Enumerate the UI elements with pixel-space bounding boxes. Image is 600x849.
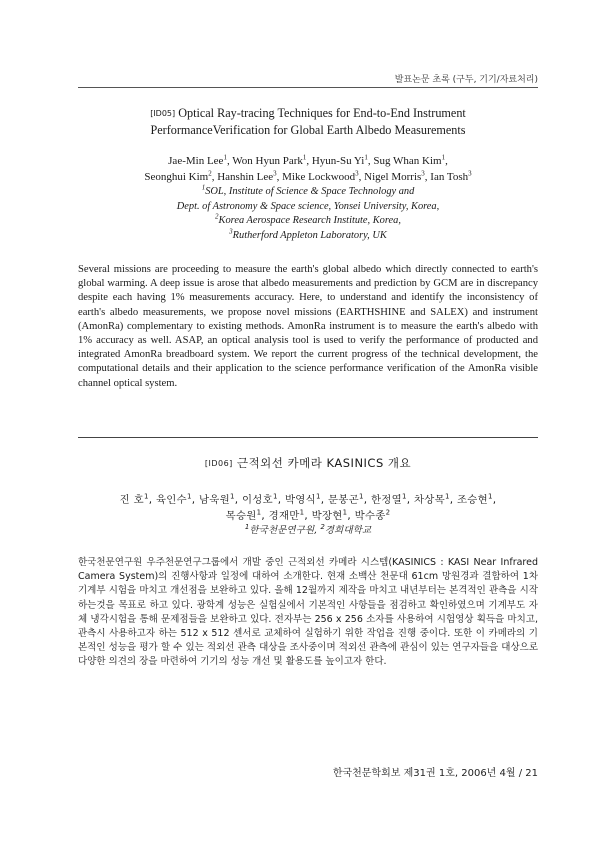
affiliations: $^1$한국천문연구원, $^2$경희대학교 — [244, 522, 372, 536]
author-line — [78, 153, 538, 169]
author: Ian Tosh$^3$ — [430, 169, 472, 183]
paper-title-line1: Optical Ray-tracing Techniques for End-to-End Instrument — [178, 106, 466, 120]
author: 박영식$^1$, — [284, 492, 328, 506]
page-footer: 한국천문학회보 제31권 1호, 2006년 4월 / 21 — [332, 768, 538, 779]
paper-title-line2: PerformanceVerification for Global Earth Albedo Measurements — [150, 123, 466, 137]
author: 한정열$^1$, — [370, 492, 414, 506]
paper-id06 — [78, 455, 538, 670]
author: 목승원$^1$, — [225, 508, 269, 522]
author: Hyun-Su Yi$^1$, — [311, 153, 374, 167]
affiliation: 경희대학교 — [324, 525, 372, 536]
running-header: 발표논문 초록 (구두, 기기/자료처리) — [394, 75, 538, 85]
author: 육인수$^1$, — [155, 492, 199, 506]
author-list — [78, 492, 538, 524]
author: 문봉곤$^1$, — [327, 492, 371, 506]
author: Nigel Morris$^3$, — [364, 169, 431, 183]
paper-title — [78, 105, 538, 139]
affiliation: 한국천문연구원, — [249, 525, 321, 536]
author: 경재만$^1$, — [268, 508, 312, 522]
paper-tag: [ID05] — [150, 109, 176, 118]
paper-id05 — [78, 105, 538, 391]
author: 박수종$^2$ — [354, 508, 391, 522]
abstract-text: 한국천문연구원 우주천문연구그룹에서 개발 중인 근적외선 카메라 시스템(KASINICS : KASI Near Infrared Camera System)의 진행사항과 일정에 대하여 소개한다. 현재 소백산 천문대 61cm 망원경과 결합하여 1차 기계부 시험을 마치고 개선점을 보완하고 있다. 올해 12월까지 제작을 마치고 내년부터는 본격적인 관측을 시작하는것을 목표로 하고 있다. 광학계 성능은 실험실에서 기본적인 사항들을 점검하고 확인하였으며 기계부도 자체 냉각시험을 통해 문제점들을 보완하고 있다. 전자부는 256 x 256 소자를 사용하여 시험영상 획득을 마치고, 관측시 사용하고자 하는 512 x 512 센서로 교체하여 실험하기 위한 작업을 진행 중이다. 또한 이 카메라의 기본적인 성능을 평가 할 수 있는 적외선 관측 대상을 조사중이며 적외선 관측에 관심이 있는 연구자들을 대상으로 다양한 의견의 장을 마련하여 기기의 성능 개선 및 활용도를 높이고자 한다. — [78, 557, 538, 668]
author-line — [78, 169, 538, 185]
paper-title-text: 근적외선 카메라 KASINICS 개요 — [236, 456, 412, 470]
author-line — [78, 508, 538, 524]
affiliation: Dept. of Astronomy & Space science, Yonsei University, Korea, — [176, 200, 440, 212]
abstract-text: Several missions are proceeding to measure the earth's global albedo which directly connected to earth's global warming. A deep issue is arose that albedo measurements and prediction by GCM are in discrepancy despite each having 1% measurements accuracy. Here, to understand and identify the inconsistency of earth's albedo measurements, we propose novel missions (EARTHSHINE and SALEX) and instrument (AmonRa) complementary to existing methods. AmonRa instrument is to measure the earth's albedo with 1% accuracy as well. ASAP, an optical analysis tool is used to verify the performance of producted and integrated AmonRa breadboard system. We report the current progress of the technical development, the computational details and their application to the science performance verification of the AmonRa visible channel optical system. — [78, 264, 538, 389]
affiliations — [78, 185, 538, 243]
section-divider — [78, 437, 538, 438]
author: 진 호$^1$, — [119, 492, 156, 506]
affiliation: $^1$SOL, Institute of Science & Space Technology and — [201, 183, 415, 197]
author: Hanshin Lee$^3$, — [217, 169, 283, 183]
paper-title — [78, 455, 538, 472]
author: 이성호$^1$, — [241, 492, 285, 506]
author: Won Hyun Park$^1$, — [232, 153, 312, 167]
author: 박장현$^1$, — [311, 508, 355, 522]
author: Mike Lockwood$^3$, — [282, 169, 365, 183]
author: 차상목$^1$, — [413, 492, 457, 506]
header-divider — [78, 87, 538, 88]
affiliation: $^2$Korea Aerospace Research Institute, Korea, — [215, 212, 401, 226]
author-line — [78, 492, 538, 508]
author: Sug Whan Kim$^1$, — [373, 153, 448, 167]
author: 조승현$^1$, — [456, 492, 497, 506]
author: Seonghui Kim$^2$, — [144, 169, 218, 183]
author-list — [78, 153, 538, 185]
affiliation: $^3$Rutherford Appleton Laboratory, UK — [229, 227, 387, 241]
paper-tag: [ID06] — [204, 459, 233, 468]
author: Jae-Min Lee$^1$, — [168, 153, 233, 167]
author: 남욱원$^1$, — [198, 492, 242, 506]
